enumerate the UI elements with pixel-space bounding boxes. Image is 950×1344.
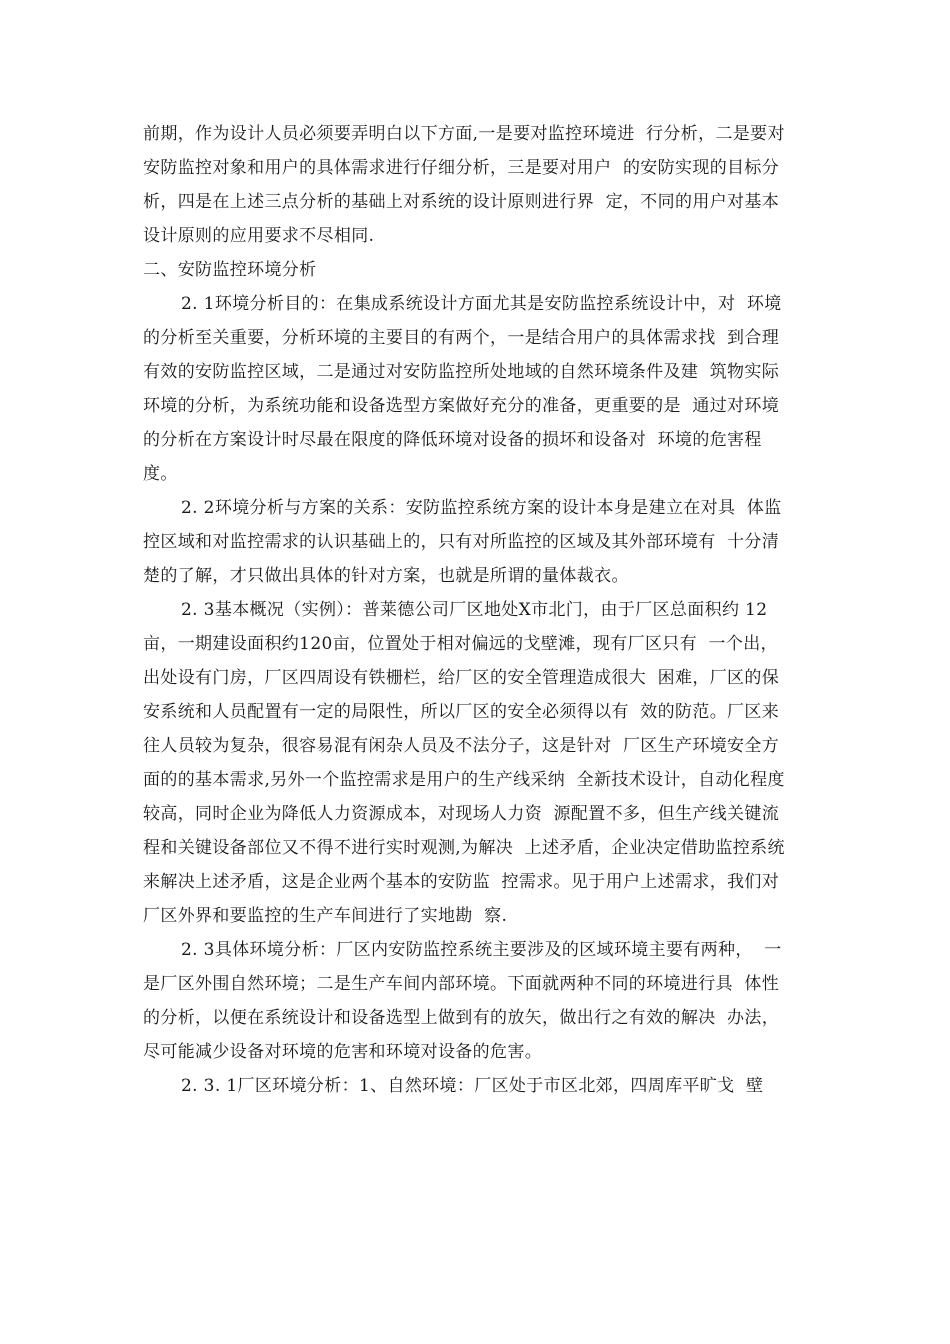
text-line: 楚的了解，才只做出具体的针对方案，也就是所谓的量体裁衣。 (143, 566, 629, 586)
text-line: 度。 (143, 464, 178, 484)
text-line: 安系统和人员配置有一定的局限性，所以厂区的安全必须得以有 效的防范。厂区来 (143, 702, 780, 722)
text-line: 的分析在方案设计时尽最在限度的降低环境对设备的损坏和设备对 环境的危害程 (143, 430, 762, 450)
text-line: 设计原则的应用要求不尽相同. (143, 226, 375, 246)
paragraph-first-line: 2. 3基本概况（实例）：普莱德公司厂区地处X市北门，由于厂区总面积约 12 (181, 600, 768, 620)
text-line: 的分析至关重要，分析环境的主要目的有两个，一是结合用户的具体需求找 到合理 (143, 328, 780, 348)
paragraph-first-line: 2. 1环境分析目的：在集成系统设计方面尤其是安防监控系统设计中，对 环境 (181, 294, 782, 314)
document-body (143, 117, 825, 1103)
text-line: 厂区外界和要监控的生产车间进行了实地勘 察. (143, 906, 508, 926)
text-line: 前期，作为设计人员必须要弄明白以下方面,一是要对监控环境进 行分析，二是要对 (143, 124, 785, 144)
text-line: 较高，同时企业为降低人力资源成本，对现场人力资 源配置不多，但生产线关键流 (143, 804, 780, 824)
text-line: 面的的基本需求,另外一个监控需求是用户的生产线采纳 全新技术设计，自动化程度 (143, 770, 785, 790)
paragraph-first-line: 2. 2环境分析与方案的关系：安防监控系统方案的设计本身是建立在对具 体监 (181, 498, 782, 518)
text-line: 控区域和对监控需求的认识基础上的，只有对所监控的区域及其外部环境有 十分清 (143, 532, 780, 552)
text-line: 有效的安防监控区域，二是通过对安防监控所处地域的自然环境条件及建 筑物实际 (143, 362, 780, 382)
text-line: 来解决上述矛盾，这是企业两个基本的安防监 控需求。见于用户上述需求，我们对 (143, 872, 780, 892)
paragraph-first-line: 2. 3具体环境分析：厂区内安防监控系统主要涉及的区域环境主要有两种， 一 (181, 940, 782, 960)
text-line: 尽可能减少设备对环境的危害和环境对设备的危害。 (143, 1042, 543, 1062)
text-line: 的分析，以便在系统设计和设备选型上做到有的放矢，做出行之有效的解决 办法， (143, 1008, 780, 1028)
text-line: 出处设有门房，厂区四周设有铁栅栏，给厂区的安全管理造成很大 困难，厂区的保 (143, 668, 780, 688)
text-line: 程和关键设备部位又不得不进行实时观测,为解决 上述矛盾，企业决定借助监控系统 (143, 838, 785, 858)
text-line: 析，四是在上述三点分析的基础上对系统的设计原则进行界 定，不同的用户对基本 (143, 192, 780, 212)
text-line: 往人员较为复杂，很容易混有闲杂人员及不法分子，这是针对 厂区生产环境安全方 (143, 736, 780, 756)
text-line: 安防监控对象和用户的具体需求进行仔细分析，三是要对用户 的安防实现的目标分 (143, 158, 780, 178)
paragraph-first-line: 2. 3. 1厂区环境分析：1、自然环境：厂区处于市区北郊，四周库平旷戈 壁 (181, 1076, 764, 1096)
text-line: 环境的分析，为系统功能和设备选型方案做好充分的准备，更重要的是 通过对环境 (143, 396, 780, 416)
text-line: 二、安防监控环境分析 (143, 260, 317, 280)
text-line: 是厂区外围自然环境；二是生产车间内部环境。下面就两种不同的环境进行具 体性 (143, 974, 780, 994)
text-line: 亩，一期建设面积约120亩，位置处于相对偏远的戈壁滩，现有厂区只有 一个出， (143, 634, 778, 654)
